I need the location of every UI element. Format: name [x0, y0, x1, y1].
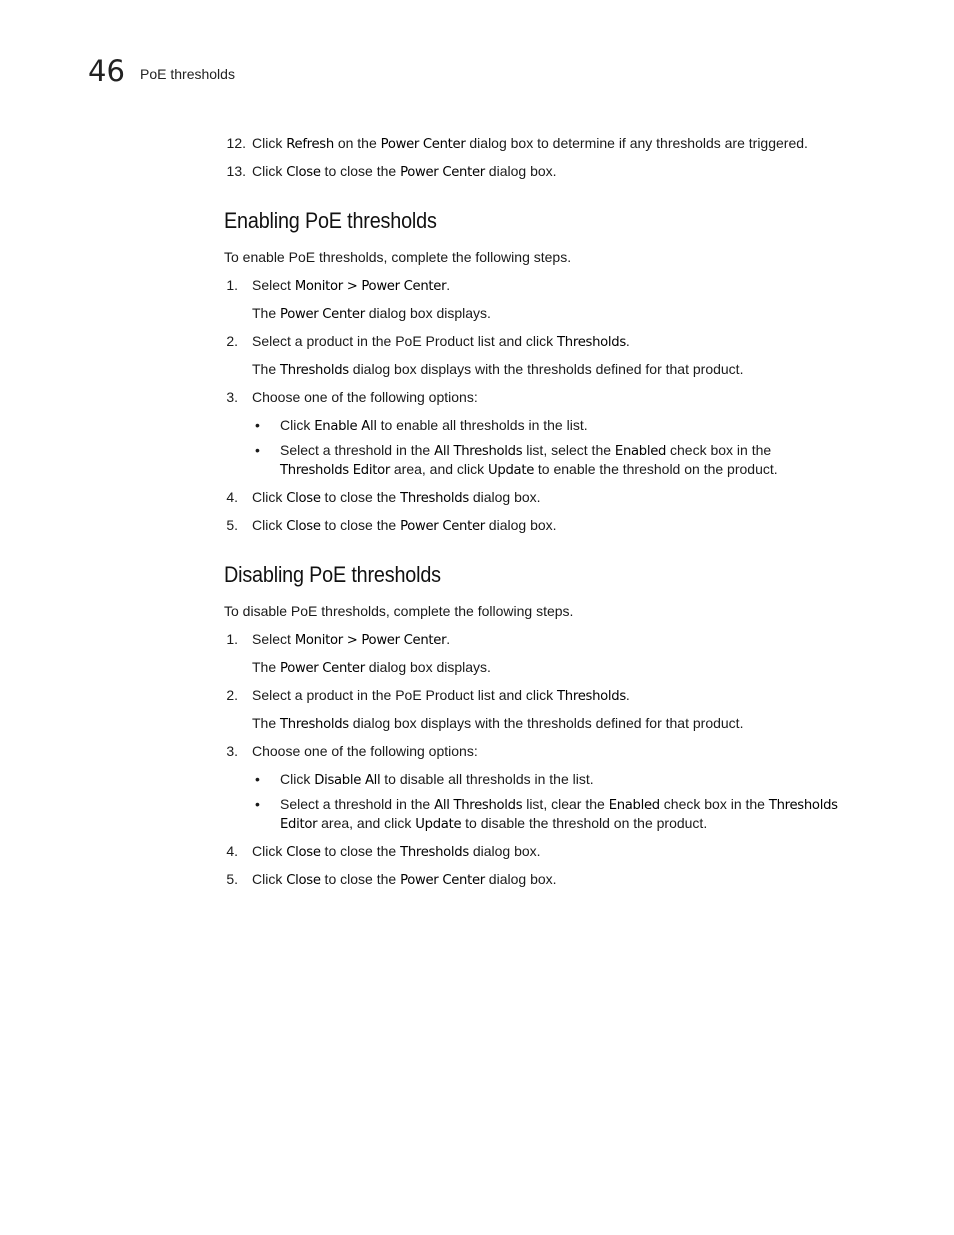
ui-term: Power Center	[400, 165, 485, 180]
text-run: list, clear the	[522, 796, 609, 812]
text-run: list, select the	[522, 442, 615, 458]
bullet: •	[255, 771, 260, 787]
chapter-number: 46	[88, 54, 125, 88]
ui-term: Power Center	[280, 307, 365, 322]
ui-term: Close	[286, 491, 321, 506]
step-text	[252, 276, 450, 296]
ui-term: Thresholds	[768, 798, 838, 813]
step-text	[252, 332, 630, 352]
ui-term: Thresholds Editor	[280, 463, 390, 478]
step-text	[252, 842, 541, 862]
text-run: dialog box displays with the thresholds defined for that product.	[348, 715, 744, 731]
step-text	[252, 162, 557, 182]
step-number: 5.	[226, 517, 238, 533]
text-run: Select a product in the PoE Product list and click	[252, 333, 558, 349]
step-number: 3.	[226, 389, 238, 405]
text-run: to close the	[320, 517, 401, 533]
ui-term: Close	[286, 519, 321, 534]
text-run: Select a product in the PoE Product list and click	[252, 687, 558, 703]
text-run: .	[625, 687, 630, 703]
ui-term: Enabled	[614, 444, 667, 459]
text-run: to close the	[320, 843, 401, 859]
option-text	[280, 814, 707, 834]
ui-term: Editor	[280, 817, 318, 832]
ui-term: Disable All	[314, 773, 381, 788]
step-number: 5.	[226, 871, 238, 887]
step-text	[252, 488, 541, 508]
step-number: 1.	[226, 277, 238, 293]
ui-term: Thresholds	[400, 491, 469, 506]
text-run: Click	[280, 771, 315, 787]
text-run: Click	[252, 871, 287, 887]
option-text	[280, 441, 771, 461]
text-run: Choose one of the following options:	[252, 743, 478, 759]
text-run: Choose one of the following options:	[252, 389, 478, 405]
text-run: Click	[280, 417, 315, 433]
step-text	[252, 388, 478, 407]
text-run: dialog box.	[484, 871, 557, 887]
section-intro: To disable PoE thresholds, complete the following steps.	[224, 603, 574, 619]
ui-term: Update	[488, 463, 535, 478]
text-run: dialog box.	[484, 517, 557, 533]
step-text	[252, 686, 630, 706]
step-number: 1.	[226, 631, 238, 647]
text-run: .	[625, 333, 630, 349]
text-run: The	[252, 305, 281, 321]
text-run: The	[252, 659, 281, 675]
text-run: Select a threshold in the	[280, 796, 435, 812]
ui-term: Thresholds	[557, 335, 626, 350]
ui-term: Thresholds	[280, 717, 349, 732]
text-run: dialog box displays.	[364, 305, 491, 321]
text-run: to enable all thresholds in the list.	[376, 417, 588, 433]
text-run: dialog box to determine if any thresholds are triggered.	[465, 135, 808, 151]
ui-term: Thresholds	[557, 689, 626, 704]
ui-term: Enable All	[314, 419, 377, 434]
bullet: •	[255, 442, 260, 458]
ui-term: All Thresholds	[434, 798, 523, 813]
text-run: to close the	[320, 163, 401, 179]
text-run: dialog box displays.	[364, 659, 491, 675]
ui-term: All Thresholds	[434, 444, 523, 459]
text-run: The	[252, 361, 281, 377]
text-run: Select	[252, 631, 295, 647]
text-run: .	[446, 277, 451, 293]
ui-term: Power Center	[400, 519, 485, 534]
text-run: to disable the threshold on the product.	[461, 815, 708, 831]
step-text	[252, 870, 557, 890]
text-run: on the	[333, 135, 381, 151]
bullet: •	[255, 417, 260, 433]
text-run: .	[446, 631, 451, 647]
step-number: 2.	[226, 333, 238, 349]
text-run: to close the	[320, 871, 401, 887]
section-intro: To enable PoE thresholds, complete the following steps.	[224, 249, 572, 265]
step-result	[252, 360, 743, 380]
text-run: to disable all thresholds in the list.	[380, 771, 594, 787]
text-run: Click	[252, 843, 287, 859]
ui-term: Thresholds	[280, 363, 349, 378]
ui-term: Enabled	[608, 798, 660, 813]
text-run: Select a threshold in the	[280, 442, 435, 458]
text-run: area, and click	[317, 815, 416, 831]
step-result	[252, 658, 491, 678]
text-run: dialog box.	[468, 843, 541, 859]
ui-term: Thresholds	[400, 845, 469, 860]
text-run: dialog box.	[484, 163, 557, 179]
step-text	[252, 630, 450, 650]
option-text	[280, 460, 778, 480]
text-run: The	[252, 715, 281, 731]
text-run: Click	[252, 517, 287, 533]
option-text	[280, 795, 838, 815]
ui-term: Monitor > Power Center	[294, 279, 447, 294]
text-run: Click	[252, 135, 287, 151]
step-number: 2.	[226, 687, 238, 703]
text-run: Select	[252, 277, 295, 293]
ui-term: Power Center	[380, 137, 466, 152]
step-number: 3.	[226, 743, 238, 759]
text-run: to close the	[320, 489, 401, 505]
step-number: 4.	[226, 843, 238, 859]
text-run: check box in the	[659, 796, 769, 812]
section-heading-disabling: Disabling PoE thresholds	[224, 562, 441, 587]
ui-term: Power Center	[400, 873, 485, 888]
text-run: area, and click	[389, 461, 489, 477]
ui-term: Refresh	[286, 137, 334, 152]
ui-term: Close	[286, 845, 321, 860]
step-result	[252, 304, 491, 324]
ui-term: Close	[286, 873, 321, 888]
text-run: Click	[252, 489, 287, 505]
ui-term: Monitor > Power Center	[294, 633, 447, 648]
step-number: 13.	[226, 163, 246, 179]
ui-term: Update	[415, 817, 462, 832]
text-run: to enable the threshold on the product.	[534, 461, 778, 477]
step-result	[252, 714, 743, 734]
ui-term: Power Center	[280, 661, 365, 676]
option-text	[280, 416, 588, 436]
ui-term: Close	[286, 165, 321, 180]
text-run: Click	[252, 163, 287, 179]
step-text	[252, 134, 808, 154]
text-run: check box in the	[666, 442, 772, 458]
section-heading-enabling: Enabling PoE thresholds	[224, 208, 437, 233]
option-text	[280, 770, 594, 790]
step-text	[252, 742, 478, 761]
text-run: dialog box.	[468, 489, 541, 505]
step-text	[252, 516, 557, 536]
step-number: 12.	[226, 135, 246, 151]
bullet: •	[255, 796, 260, 812]
text-run: dialog box displays with the thresholds defined for that product.	[348, 361, 744, 377]
chapter-title: PoE thresholds	[140, 66, 235, 82]
step-number: 4.	[226, 489, 238, 505]
